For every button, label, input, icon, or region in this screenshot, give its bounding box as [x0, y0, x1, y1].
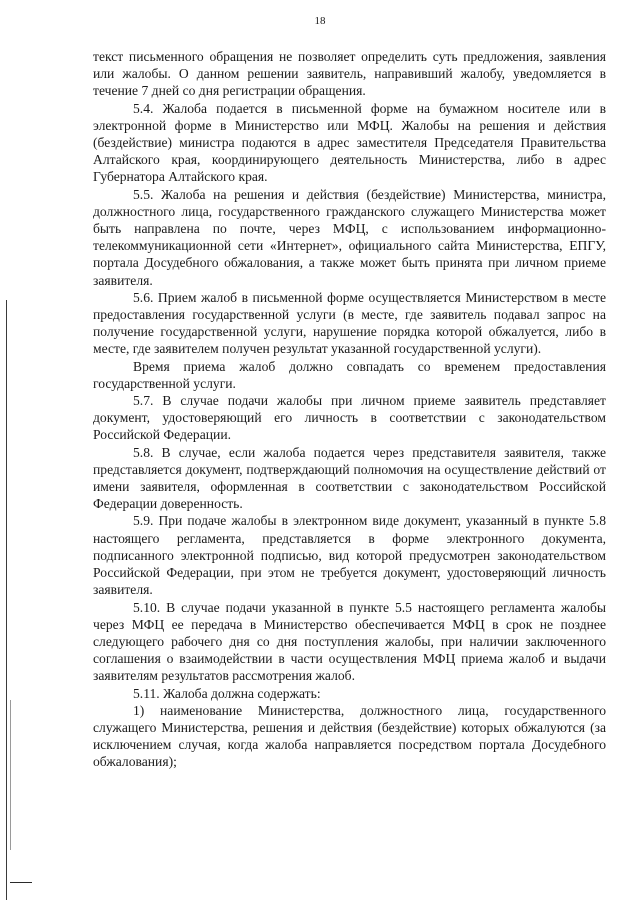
document-body: [93, 48, 606, 771]
paragraph-continuation: текст письменного обращения не позволяет определить суть предложения, заявления или жалобы. О данном решении заявитель, направивший жалобу, уведомляется в течение 7 дней со дня регистрации обращения.: [93, 49, 606, 99]
scan-corner-mark: [10, 882, 32, 883]
paragraph-5-6: 5.6. Прием жалоб в письменной форме осуществляется Министерством в месте предоставления государственной услуги (в месте, где заявитель подавал запрос на получение государственной услуги, нарушение порядка которой обжалуется, либо в месте, где заявителем получен результат указанной государственной услуги).: [93, 289, 606, 357]
paragraph-reception-time: Время приема жалоб должно совпадать со временем предоставления государственной услуги.: [93, 358, 606, 391]
paragraph-5-11: 5.11. Жалоба должна содержать:: [133, 685, 321, 701]
paragraph-item-1: 1) наименование Министерства, должностного лица, государственного служащего Министерства, решения и действия (бездействие) которых обжалуются (за исключением случая, когда жалоба направляется посредством портала Досудебного обжалования);: [93, 702, 606, 770]
paragraph-5-7: 5.7. В случае подачи жалобы при личном приеме заявитель представляет документ, удостоверяющий его личность в соответствии с законодательством Российской Федерации.: [93, 393, 606, 443]
paragraph-5-5: 5.5. Жалоба на решения и действия (бездействие) Министерства, министра, должностного лица, государственного гражданского служащего Министерства может быть направлена по почте, через МФЦ, с использованием информационно-телекоммуникационной сети «Интернет», официального сайта Министерства, ЕПГУ, портала Досудебного обжалования, а также может быть принята при личном приеме заявителя.: [93, 186, 606, 288]
paragraph-5-9: 5.9. При подаче жалобы в электронном виде документ, указанный в пункте 5.8 настоящего регламента, представляется в форме электронного документа, подписанного электронной подписью, вид которой предусмотрен законодательством Российской Федерации, при этом не требуется документ, удостоверяющий личность заявителя.: [93, 513, 606, 598]
page-number: 18: [314, 15, 326, 27]
scan-edge-line-faint: [10, 700, 11, 850]
paragraph-5-8: 5.8. В случае, если жалоба подается через представителя заявителя, также представляется документ, подтверждающий полномочия на осуществление действий от имени заявителя, оформленная в соответствии с законодательством Российской Федерации доверенность.: [93, 444, 606, 512]
paragraph-5-4: 5.4. Жалоба подается в письменной форме на бумажном носителе или в электронной форме в Министерство или МФЦ. Жалобы на решения и действия (бездействие) министра подаются в адрес заместителя Председателя Правительства Алтайского края, координирующего деятельность Министерства, либо в адрес Губернатора Алтайского края.: [93, 100, 606, 185]
scan-edge-line: [6, 300, 7, 900]
paragraph-5-10: 5.10. В случае подачи указанной в пункте 5.5 настоящего регламента жалобы через МФЦ ее передача в Министерство обеспечивается МФЦ в срок не позднее следующего рабочего дня со дня поступления жалобы, при наличии заключенного соглашения о взаимодействии в части осуществления МФЦ приема жалоб и выдачи заявителям результатов рассмотрения жалоб.: [93, 599, 606, 684]
